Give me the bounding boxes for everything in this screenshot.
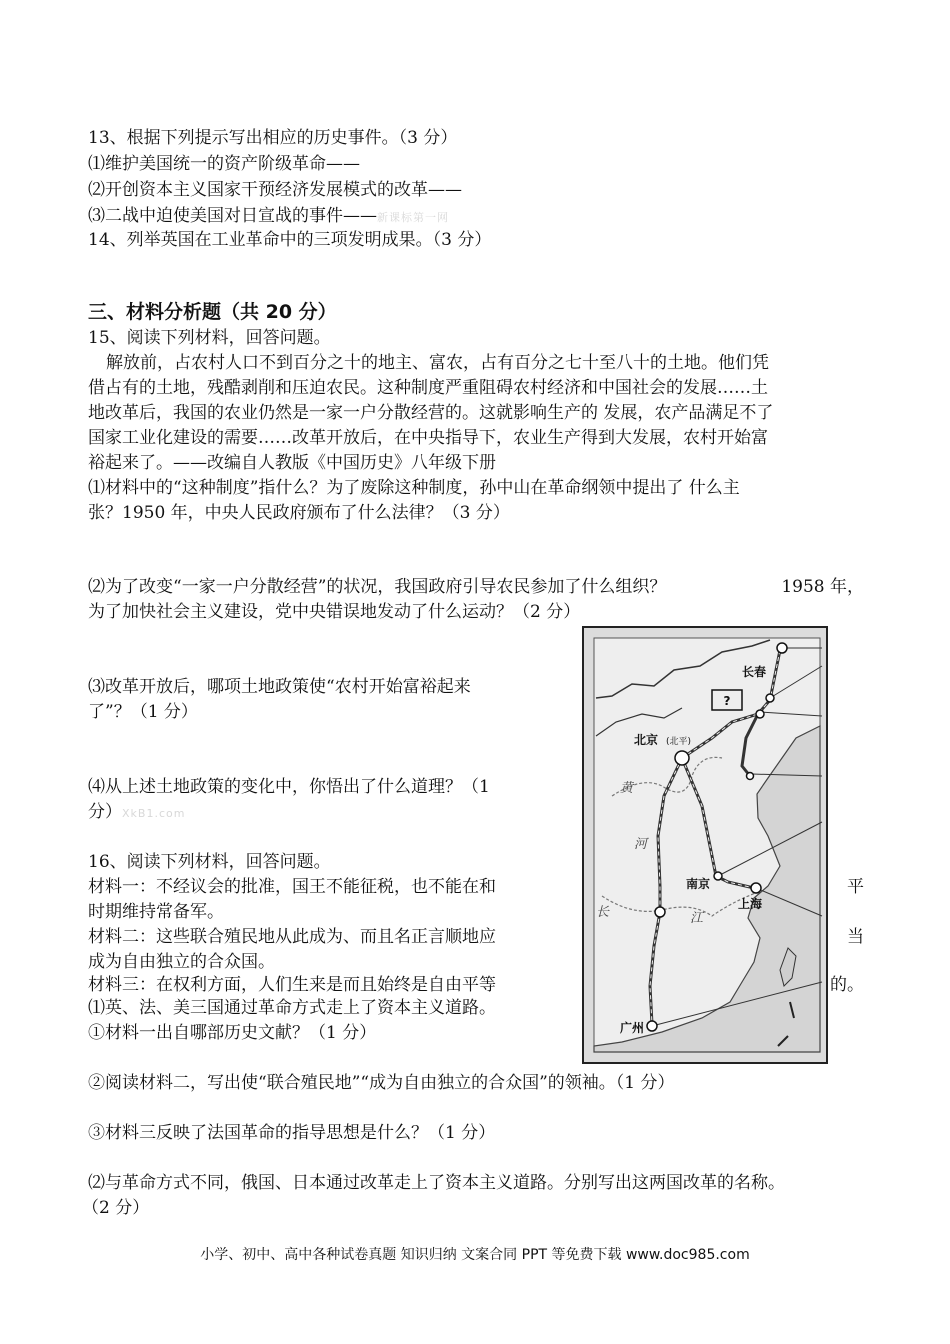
label-guangzhou: 广州: [620, 1021, 645, 1035]
station-wuhan: [655, 907, 665, 917]
q15-part2-line2: 为了加快社会主义建设，党中央错误地发动了什么运动？（2 分）: [88, 602, 581, 622]
china-railway-map: [582, 626, 828, 1064]
q15-part1-line1: ⑴材料中的“这种制度”指什么？为了废除这种制度，孙中山在革命纲领中提出了 什么主: [88, 478, 740, 498]
q15-material-line5: 裕起来了。——改编自人教版《中国历史》八年级下册: [88, 453, 496, 473]
station-nanjing: [714, 872, 722, 880]
unknown-mark: ?: [723, 694, 731, 708]
q15-material-line1: 解放前，占农村人口不到百分之十的地主、富农，占有百分之七十至八十的土地。他们凭: [106, 353, 769, 373]
q15-material-line4: 国家工业化建设的需要……改革开放后，在中央指导下，农业生产得到大发展，农村开始富: [88, 428, 768, 448]
q16-part1: ⑴英、法、美三国通过革命方式走上了资本主义道路。: [88, 998, 496, 1018]
q15-part4-line1: ⑷从上述土地政策的变化中，你悟出了什么道理？（1: [88, 777, 490, 797]
q15-stem: 15、阅读下列材料，回答问题。: [88, 328, 331, 348]
label-beiping: (北平): [666, 737, 692, 747]
label-nanjing: 南京: [686, 877, 711, 891]
station-north: [777, 643, 787, 653]
q13-part3: [88, 204, 449, 230]
station-changchun: [766, 694, 774, 702]
watermark-text-2: XkB1.com: [122, 807, 186, 820]
q16-material1-left: 材料一：不经议会的批准，国王不能征税，也不能在和: [88, 877, 496, 897]
q15-part3-line2: 了”？（1 分）: [88, 702, 198, 722]
q16-part2-line2: （2 分）: [82, 1198, 150, 1218]
q15-part2-left: ⑵为了改变“一家一户分散经营”的状况，我国政府引导农民参加了什么组织？: [88, 577, 667, 597]
station-shanghai: [751, 883, 761, 893]
q15-part2-right: 1958 年，: [781, 577, 864, 597]
q15-part2-line1: [88, 575, 864, 599]
label-river-huang: 黄: [620, 781, 634, 796]
station-branch: [747, 773, 754, 780]
q16-sub3: ③材料三反映了法国革命的指导思想是什么？（1 分）: [88, 1123, 496, 1143]
label-river-chang: 长: [596, 905, 610, 920]
q16-material3-right: 的。: [830, 975, 864, 995]
label-river-jiang: 江: [690, 911, 704, 926]
section3-title: 三、材料分析题（共 20 分）: [88, 301, 337, 323]
station-mid: [756, 710, 764, 718]
label-river-he: 河: [634, 837, 648, 852]
q16-material3-left: 材料三：在权利方面，人们生来是而且始终是自由平等: [88, 975, 496, 995]
q16-material2-line2: 成为自由独立的合众国。: [88, 952, 275, 972]
label-shanghai: 上海: [738, 897, 763, 911]
q16-material1-line2: 时期维持常备军。: [88, 902, 224, 922]
q15-material-line3: 地改革后，我国的农业仍然是一家一户分散经营的。这就影响生产的 发展，农产品满足不了: [88, 403, 774, 423]
q16-material2-left: 材料二：这些联合殖民地从此成为、而且名正言顺地应: [88, 927, 496, 947]
q16-sub1: ①材料一出自哪部历史文献？（1 分）: [88, 1023, 377, 1043]
q15-part4-text: 分）: [88, 802, 122, 822]
q15-part4-line2: [88, 800, 185, 826]
q15-part1-line2: 张？1950 年，中央人民政府颁布了什么法律？（3 分）: [88, 503, 510, 523]
station-guangzhou: [647, 1021, 657, 1031]
q13-part1: ⑴维护美国统一的资产阶级革命——: [88, 154, 360, 174]
q16-sub2: ②阅读材料二，写出使“联合殖民地”“成为自由独立的合众国”的领袖。（1 分）: [88, 1073, 675, 1093]
q16-material2-right: 当: [847, 927, 864, 947]
q16-material1-right: 平: [847, 877, 864, 897]
label-changchun: 长春: [742, 665, 767, 679]
q13-stem: 13、根据下列提示写出相应的历史事件。（3 分）: [88, 128, 458, 148]
q16-part2-line1: ⑵与革命方式不同，俄国、日本通过改革走上了资本主义道路。分别写出这两国改革的名称。: [88, 1173, 785, 1193]
label-beijing: 北京: [634, 733, 659, 747]
footer-text: 小学、初中、高中各种试卷真题 知识归纳 文案合同 PPT 等免费下载 www.doc985.com: [200, 1247, 750, 1263]
station-beijing: [675, 751, 689, 765]
q15-part3-line1: ⑶改革开放后，哪项土地政策使“农村开始富裕起来: [88, 677, 471, 697]
q15-material-line2: 借占有的土地，残酷剥削和压迫农民。这种制度严重阻碍农村经济和中国社会的发展……土: [88, 378, 768, 398]
q13-part2: ⑵开创资本主义国家干预经济发展模式的改革——: [88, 180, 462, 200]
q13-part3-text: ⑶二战中迫使美国对日宣战的事件——: [88, 206, 377, 226]
watermark-text: 新课标第一网: [377, 211, 449, 224]
q16-stem: 16、阅读下列材料，回答问题。: [88, 852, 331, 872]
q14-stem: 14、列举英国在工业革命中的三项发明成果。（3 分）: [88, 230, 492, 250]
